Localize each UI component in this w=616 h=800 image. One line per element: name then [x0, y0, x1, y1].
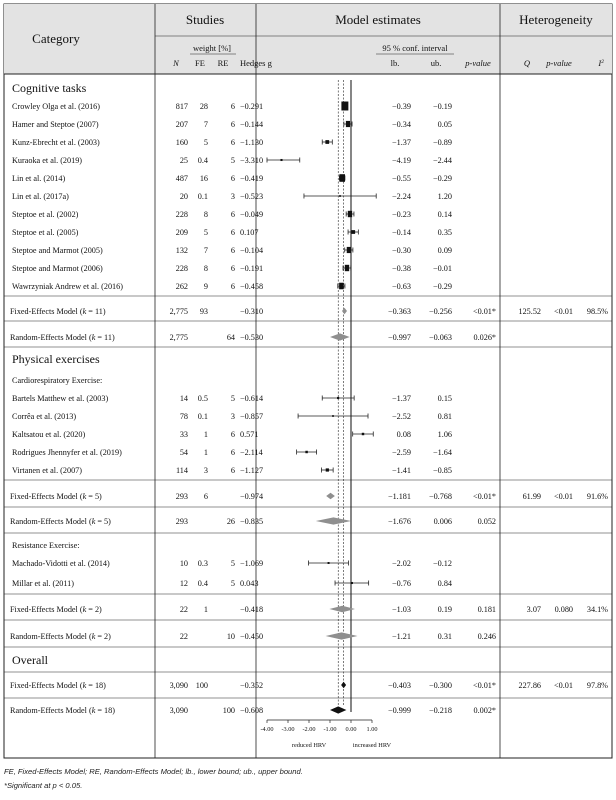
hedges-g-value: 0.571 — [240, 430, 259, 439]
x-axis-tick-label: 0.00 — [345, 726, 357, 733]
re-weight: 3 — [230, 192, 235, 201]
n-value: 228 — [175, 264, 188, 273]
re-weight: 10 — [226, 632, 235, 641]
fe-weight: 1 — [203, 605, 208, 614]
study-label: Kaltsatou et al. (2020) — [12, 430, 86, 439]
header-i2: $I^2$ — [598, 58, 604, 68]
lower-bound-value: −0.38 — [392, 264, 411, 273]
effect-size-marker — [351, 582, 353, 584]
study-label: Kuraoka et al. (2019) — [12, 156, 83, 165]
subsection-label: Cardiorespiratory Exercise: — [12, 376, 103, 385]
hedges-g-value: −0.530 — [240, 333, 264, 342]
hedges-g-value: −0.608 — [240, 706, 264, 715]
upper-bound-value: 0.35 — [437, 228, 452, 237]
fe-weight: 5 — [203, 138, 208, 147]
fe-weight: 1 — [203, 448, 208, 457]
p-value: <0.01* — [472, 681, 496, 690]
upper-bound-value: −0.89 — [433, 138, 452, 147]
header-heterogeneity: Heterogeneity — [519, 12, 593, 27]
re-weight: 6 — [230, 430, 235, 439]
n-value: 209 — [175, 228, 188, 237]
model-label: Fixed-Effects Model (k = 11) — [10, 307, 106, 316]
upper-bound-value: −0.29 — [433, 174, 452, 183]
upper-bound-value: −0.256 — [428, 307, 452, 316]
n-value: 3,090 — [169, 681, 188, 690]
re-weight: 5 — [230, 394, 235, 403]
study-label: Steptoe et al. (2005) — [12, 228, 79, 237]
lower-bound-value: −1.21 — [392, 632, 411, 641]
lower-bound-value: −0.23 — [392, 210, 411, 219]
upper-bound-value: −2.44 — [433, 156, 452, 165]
n-value: 228 — [175, 210, 188, 219]
header-category: Category — [32, 31, 80, 46]
hedges-g-value: −0.419 — [240, 174, 264, 183]
re-weight: 5 — [230, 559, 235, 568]
lower-bound-value: −0.363 — [387, 307, 411, 316]
fe-weight: 0.3 — [197, 559, 208, 568]
lower-bound-value: −4.19 — [392, 156, 411, 165]
header-fe: FE — [195, 58, 205, 68]
p-value: 0.181 — [477, 605, 496, 614]
n-value: 54 — [179, 448, 188, 457]
header-p-value: p-value — [465, 58, 491, 68]
re-weight: 3 — [230, 412, 235, 421]
effect-size-marker — [305, 451, 307, 453]
effect-size-marker — [345, 265, 349, 271]
re-weight: 5 — [230, 579, 235, 588]
lower-bound-value: −0.63 — [392, 282, 411, 291]
header-lb: lb. — [390, 58, 400, 68]
header-studies: Studies — [185, 12, 225, 27]
lower-bound-value: −1.676 — [387, 517, 411, 526]
x-axis-tick-label: 1.00 — [366, 726, 378, 733]
re-weight: 6 — [230, 466, 235, 475]
model-label: Fixed-Effects Model (k = 18) — [10, 681, 106, 690]
hedges-g-value: −2.114 — [240, 448, 263, 457]
model-label: Random-Effects Model (k = 11) — [10, 333, 115, 342]
header-hedges-g: Hedges g — [240, 58, 272, 68]
fe-weight: 0.4 — [197, 156, 208, 165]
lower-bound-value: −1.37 — [392, 394, 411, 403]
hedges-g-value: −0.458 — [240, 282, 264, 291]
section-label: Cognitive tasks — [12, 81, 87, 95]
lower-bound-value: −0.30 — [392, 246, 411, 255]
effect-size-marker — [326, 468, 329, 471]
fe-weight: 7 — [203, 246, 208, 255]
study-label: Steptoe and Marmot (2006) — [12, 264, 103, 273]
n-value: 25 — [179, 156, 188, 165]
upper-bound-value: −0.218 — [428, 706, 452, 715]
x-axis-tick-label: -4.00 — [260, 726, 274, 733]
header-ub: ub. — [430, 58, 442, 68]
subsection-label: Resistance Exercise: — [12, 541, 80, 550]
lower-bound-value: −1.181 — [387, 492, 411, 501]
fe-weight: 93 — [199, 307, 208, 316]
effect-size-marker — [339, 174, 345, 182]
x-axis-tick-label: -1.00 — [323, 726, 337, 733]
x-axis-label-left: reduced HRV — [291, 742, 327, 749]
fe-weight: 5 — [203, 228, 208, 237]
upper-bound-value: 0.09 — [437, 246, 452, 255]
n-value: 2,775 — [169, 333, 188, 342]
x-axis-tick-label: -2.00 — [302, 726, 316, 733]
footnote-significance: *Significant at p < 0.05. — [4, 781, 83, 790]
effect-size-marker — [341, 102, 348, 111]
upper-bound-value: 1.06 — [437, 430, 452, 439]
lower-bound-value: −0.55 — [392, 174, 411, 183]
x-axis-tick-label: -3.00 — [281, 726, 295, 733]
n-value: 293 — [175, 517, 188, 526]
study-label: Rodrigues Jhennyfer et al. (2019) — [12, 448, 122, 457]
n-value: 293 — [175, 492, 188, 501]
n-value: 262 — [175, 282, 188, 291]
effect-size-marker — [339, 283, 344, 290]
summary-diamond — [341, 682, 346, 688]
x-axis-label-right: increased HRV — [352, 742, 392, 749]
upper-bound-value: 0.84 — [437, 579, 452, 588]
n-value: 12 — [179, 579, 188, 588]
re-weight: 6 — [230, 102, 235, 111]
q-value: 227.86 — [518, 681, 541, 690]
upper-bound-value: −0.063 — [428, 333, 452, 342]
study-label: Millar et al. (2011) — [12, 579, 74, 588]
fe-weight: 0.4 — [197, 579, 208, 588]
effect-size-marker — [332, 415, 334, 417]
re-weight: 6 — [230, 210, 235, 219]
fe-weight: 9 — [203, 282, 208, 291]
header-re: RE — [217, 58, 229, 68]
n-value: 487 — [175, 174, 188, 183]
n-value: 14 — [179, 394, 188, 403]
summary-diamond — [326, 632, 358, 639]
hedges-g-value: −0.418 — [240, 605, 264, 614]
lower-bound-value: −0.403 — [387, 681, 411, 690]
hedges-g-value: −3.310 — [240, 156, 264, 165]
effect-size-marker — [362, 433, 364, 435]
n-value: 3,090 — [169, 706, 188, 715]
p-value: <0.01* — [472, 307, 496, 316]
fe-weight: 7 — [203, 120, 208, 129]
footnote-abbreviations: FE, Fixed-Effects Model; RE, Random-Effects Model; lb., lower bound; ub., upper bound. — [4, 767, 303, 776]
re-weight: 6 — [230, 120, 235, 129]
re-weight: 6 — [230, 282, 235, 291]
effect-size-marker — [325, 140, 329, 144]
upper-bound-value: 0.31 — [437, 632, 452, 641]
re-weight: 6 — [230, 228, 235, 237]
effect-size-marker — [337, 397, 339, 399]
upper-bound-value: 0.15 — [437, 394, 452, 403]
hedges-g-value: −1.130 — [240, 138, 264, 147]
summary-diamond — [330, 706, 346, 713]
re-weight: 6 — [230, 246, 235, 255]
upper-bound-value: 0.05 — [437, 120, 452, 129]
study-label: Lin et al. (2014) — [12, 174, 66, 183]
summary-diamond — [342, 308, 347, 314]
lower-bound-value: −2.59 — [392, 448, 411, 457]
i2-value: 34.1% — [586, 605, 608, 614]
study-label: Lin et al. (2017a) — [12, 192, 69, 201]
re-weight: 6 — [230, 264, 235, 273]
n-value: 2,775 — [169, 307, 188, 316]
p-value: 0.002* — [473, 706, 496, 715]
n-value: 10 — [179, 559, 188, 568]
lower-bound-value: −0.14 — [392, 228, 411, 237]
effect-size-marker — [280, 159, 282, 161]
lower-bound-value: −0.997 — [387, 333, 411, 342]
model-label: Fixed-Effects Model (k = 5) — [10, 492, 102, 501]
i2-value: 91.6% — [586, 492, 608, 501]
fe-weight: 0.5 — [197, 394, 208, 403]
upper-bound-value: 0.19 — [437, 605, 452, 614]
upper-bound-value: −1.64 — [433, 448, 452, 457]
hedges-g-value: −1.069 — [240, 559, 264, 568]
fe-weight: 8 — [203, 264, 208, 273]
header-q: Q — [523, 58, 531, 68]
n-value: 20 — [179, 192, 188, 201]
lower-bound-value: −1.41 — [392, 466, 411, 475]
study-label: Steptoe and Marmot (2005) — [12, 246, 103, 255]
upper-bound-value: −0.85 — [433, 466, 452, 475]
study-label: Virtanen et al. (2007) — [12, 466, 82, 475]
fe-weight: 1 — [203, 430, 208, 439]
re-weight: 6 — [230, 448, 235, 457]
study-label: Bartels Matthew et al. (2003) — [12, 394, 109, 403]
effect-size-marker — [346, 121, 350, 127]
q-value: 3.07 — [526, 605, 541, 614]
upper-bound-value: −0.19 — [433, 102, 452, 111]
effect-size-marker — [339, 195, 341, 197]
re-weight: 5 — [230, 156, 235, 165]
model-label: Random-Effects Model (k = 18) — [10, 706, 115, 715]
study-label: Crowley Olga et al. (2016) — [12, 102, 100, 111]
re-weight: 64 — [226, 333, 235, 342]
effect-size-marker — [351, 230, 355, 234]
upper-bound-value: −0.29 — [433, 282, 452, 291]
upper-bound-value: 1.20 — [437, 192, 452, 201]
lower-bound-value: −2.52 — [392, 412, 411, 421]
re-weight: 6 — [230, 138, 235, 147]
lower-bound-value: −1.03 — [392, 605, 411, 614]
hedges-g-value: −0.450 — [240, 632, 264, 641]
lower-bound-value: −2.02 — [392, 559, 411, 568]
fe-weight: 28 — [199, 102, 208, 111]
i2-value: 98.5% — [586, 307, 608, 316]
study-label: Wawrzyniak Andrew et al. (2016) — [12, 282, 123, 291]
header-weight: weight [%] — [192, 43, 232, 53]
het-p-value: <0.01 — [554, 307, 573, 316]
re-weight: 100 — [222, 706, 235, 715]
summary-diamond — [330, 333, 350, 340]
hedges-g-value: −0.291 — [240, 102, 264, 111]
hedges-g-value: −0.144 — [240, 120, 264, 129]
n-value: 207 — [175, 120, 188, 129]
lower-bound-value: −0.76 — [392, 579, 411, 588]
hedges-g-value: −0.104 — [240, 246, 264, 255]
header-conf-interval: 95 % conf. interval — [382, 43, 448, 53]
hedges-g-value: −0.191 — [240, 264, 264, 273]
header-n: N — [173, 58, 179, 68]
n-value: 160 — [175, 138, 188, 147]
n-value: 132 — [175, 246, 188, 255]
lower-bound-value: 0.08 — [396, 430, 411, 439]
n-value: 22 — [179, 605, 188, 614]
fe-weight: 0.1 — [197, 412, 208, 421]
model-label: Random-Effects Model (k = 2) — [10, 632, 111, 641]
fe-weight: 0.1 — [197, 192, 208, 201]
summary-diamond — [326, 493, 335, 499]
p-value: 0.052 — [477, 517, 496, 526]
hedges-g-value: −0.835 — [240, 517, 264, 526]
het-p-value: <0.01 — [554, 681, 573, 690]
effect-size-marker — [347, 247, 351, 253]
study-label: Hamer and Steptoe (2007) — [12, 120, 99, 129]
hedges-g-value: −1.127 — [240, 466, 264, 475]
lower-bound-value: −0.999 — [387, 706, 411, 715]
upper-bound-value: 0.006 — [433, 517, 452, 526]
header-het-p-value: p-value — [546, 58, 572, 68]
upper-bound-value: 0.14 — [437, 210, 452, 219]
p-value: 0.026* — [473, 333, 496, 342]
n-value: 817 — [175, 102, 188, 111]
het-p-value: <0.01 — [554, 492, 573, 501]
header-model-estimates: Model estimates — [335, 12, 421, 27]
fe-weight: 6 — [203, 492, 208, 501]
p-value: 0.246 — [477, 632, 496, 641]
study-label: Machado-Vidotti et al. (2014) — [12, 559, 110, 568]
i2-value: 97.8% — [586, 681, 608, 690]
q-value: 61.99 — [522, 492, 541, 501]
p-value: <0.01* — [472, 492, 496, 501]
hedges-g-value: −0.857 — [240, 412, 264, 421]
effect-size-marker — [348, 211, 352, 217]
hedges-g-value: −0.352 — [240, 681, 264, 690]
upper-bound-value: −0.12 — [433, 559, 452, 568]
lower-bound-value: −2.24 — [392, 192, 411, 201]
lower-bound-value: −0.39 — [392, 102, 411, 111]
upper-bound-value: −0.01 — [433, 264, 452, 273]
model-label: Random-Effects Model (k = 5) — [10, 517, 111, 526]
lower-bound-value: −1.37 — [392, 138, 411, 147]
fe-weight: 3 — [203, 466, 208, 475]
hedges-g-value: −0.974 — [240, 492, 264, 501]
hedges-g-value: −0.523 — [240, 192, 264, 201]
re-weight: 6 — [230, 174, 235, 183]
fe-weight: 8 — [203, 210, 208, 219]
section-label: Overall — [12, 653, 48, 667]
fe-weight: 100 — [195, 681, 208, 690]
lower-bound-value: −0.34 — [392, 120, 411, 129]
fe-weight: 16 — [199, 174, 208, 183]
effect-size-marker — [328, 562, 330, 564]
het-p-value: 0.080 — [554, 605, 573, 614]
q-value: 125.52 — [518, 307, 541, 316]
n-value: 22 — [179, 632, 188, 641]
hedges-g-value: 0.043 — [240, 579, 259, 588]
n-value: 114 — [176, 466, 188, 475]
n-value: 33 — [179, 430, 188, 439]
model-label: Fixed-Effects Model (k = 2) — [10, 605, 102, 614]
study-label: Corrêa et al. (2013) — [12, 412, 77, 421]
n-value: 78 — [179, 412, 188, 421]
upper-bound-value: −0.300 — [428, 681, 452, 690]
upper-bound-value: 0.81 — [437, 412, 452, 421]
study-label: Kunz-Ebrecht et al. (2003) — [12, 138, 100, 147]
hedges-g-value: 0.107 — [240, 228, 259, 237]
hedges-g-value: −0.049 — [240, 210, 264, 219]
re-weight: 26 — [226, 517, 235, 526]
hedges-g-value: −0.614 — [240, 394, 264, 403]
upper-bound-value: −0.768 — [428, 492, 452, 501]
section-label: Physical exercises — [12, 352, 100, 366]
study-label: Steptoe et al. (2002) — [12, 210, 79, 219]
summary-diamond — [316, 517, 351, 524]
hedges-g-value: −0.310 — [240, 307, 264, 316]
